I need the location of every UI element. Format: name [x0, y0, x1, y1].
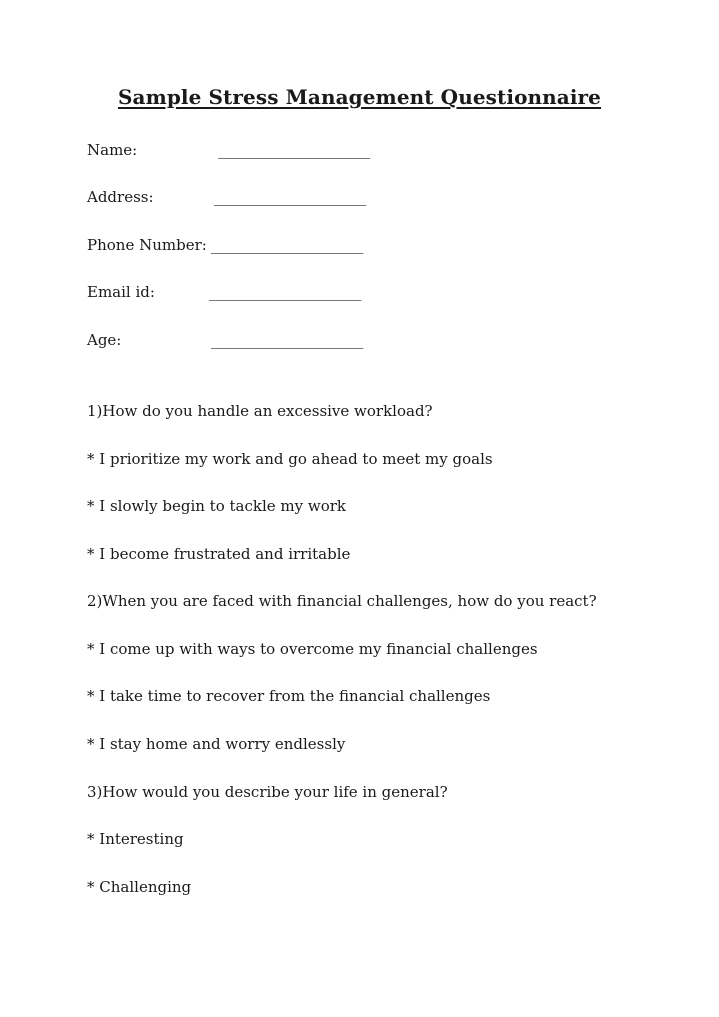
question-3: 3)How would you describe your life in general?	[87, 783, 448, 801]
question-2-option-2: * I take time to recover from the financial challenges	[87, 687, 491, 705]
question-2-option-1: * I come up with ways to overcome my financial challenges	[87, 640, 538, 658]
phone-number-blank: ______________________	[211, 236, 363, 254]
question-3-option-2: * Challenging	[87, 878, 192, 896]
age-label: Age:	[87, 331, 122, 349]
name-label: Name:	[87, 141, 138, 159]
question-2-option-3: * I stay home and worry endlessly	[87, 735, 346, 753]
phone-number-label: Phone Number:	[87, 236, 207, 254]
question-1: 1)How do you handle an excessive workload?	[87, 402, 433, 420]
address-label: Address:	[87, 188, 154, 206]
age-blank: ______________________	[211, 331, 363, 349]
question-1-option-3: * I become frustrated and irritable	[87, 545, 351, 563]
address-blank: ______________________	[214, 188, 366, 206]
question-1-option-2: * I slowly begin to tackle my work	[87, 497, 346, 515]
email-id-blank: ______________________	[209, 283, 361, 301]
email-id-label: Email id:	[87, 283, 155, 301]
name-blank: ______________________	[218, 141, 370, 159]
question-2: 2)When you are faced with financial challenges, how do you react?	[87, 592, 597, 610]
question-3-option-1: * Interesting	[87, 830, 184, 848]
page-title: Sample Stress Management Questionnaire	[117, 85, 602, 109]
question-1-option-1: * I prioritize my work and go ahead to meet my goals	[87, 450, 493, 468]
